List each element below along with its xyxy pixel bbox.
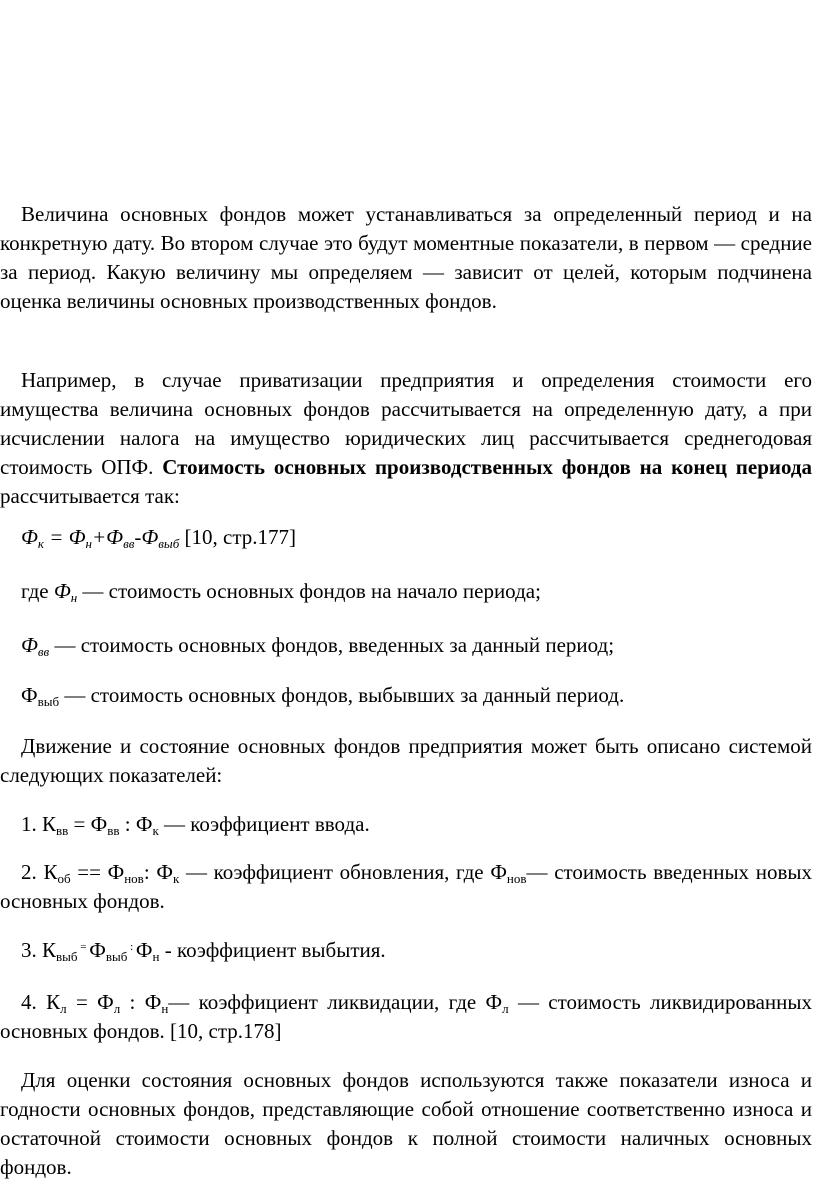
- i1-f2: Ф: [135, 812, 153, 836]
- indicator-3: [21, 936, 386, 965]
- sub-vv: вв: [123, 536, 135, 551]
- i1-sub1: вв: [56, 823, 69, 838]
- i3-num: 3.: [21, 938, 42, 962]
- i4-colon: :: [120, 990, 145, 1014]
- definition-introduced: [21, 631, 614, 660]
- i4-sub3: н: [161, 1001, 169, 1016]
- i1-num: 1.: [21, 812, 42, 836]
- i2-f1: Ф: [107, 860, 125, 884]
- paragraph-wear: Для оценки состояния основных фондов используются также показатели износа и годности основных фондов, представляющие собой отношение соответственно износа и остаточной стоимости основных фондов к полной стоимости наличных основных фондов.: [0, 1068, 812, 1179]
- formula-f4: Ф: [141, 525, 159, 549]
- i2-text: — коэффициент обновления, где: [179, 860, 491, 884]
- i3-sub2: выб: [105, 949, 128, 964]
- paragraph-privatization: [0, 366, 812, 511]
- formula-reference: [10, стр.177]: [179, 525, 296, 549]
- i2-k: К: [43, 860, 58, 884]
- formula-plus: +: [92, 525, 107, 549]
- i4-sub2: л: [113, 1001, 121, 1016]
- i3-text: - коэффициент выбытия.: [159, 938, 386, 962]
- i4-text2: — стоимость ликвидированных основных фондов. [10, стр.178]: [0, 990, 813, 1043]
- formula-f2: Ф: [68, 525, 86, 549]
- i3-colon: :: [127, 941, 136, 953]
- i4-f3: Ф: [485, 990, 503, 1014]
- def2-f: Ф: [21, 633, 38, 657]
- i2-f3: Ф: [490, 860, 507, 884]
- formula-f3: Ф: [106, 525, 124, 549]
- i4-text: — коэффициент ликвидации, где: [168, 990, 486, 1014]
- i2-eq: ==: [70, 860, 108, 884]
- def1-text: — стоимость основных фондов на начало периода;: [77, 579, 541, 603]
- formula-line: [21, 523, 296, 552]
- i4-k: К: [46, 990, 61, 1014]
- i1-sub2: вв: [107, 823, 120, 838]
- def2-text: — стоимость основных фондов, введенных за данный период;: [49, 633, 615, 657]
- definition-initial: [21, 577, 541, 606]
- i2-sub1: об: [57, 871, 71, 886]
- indicator-1: [21, 810, 370, 839]
- formula-minus: -: [134, 525, 142, 549]
- sub-vyb: выб: [158, 536, 180, 551]
- i4-sub1: л: [60, 1001, 67, 1016]
- paragraph-movement: Движение и состояние основных фондов предприятия может быть описано системой следующих показателей:: [0, 734, 812, 787]
- i3-sub1: выб: [56, 949, 78, 964]
- where-word: где: [21, 579, 54, 603]
- formula-eq: =: [43, 525, 69, 549]
- i3-f1: Ф: [89, 938, 106, 962]
- i2-num: 2.: [21, 860, 44, 884]
- i3-eq: =: [77, 941, 90, 953]
- i4-sub4: л: [502, 1001, 509, 1016]
- i3-f2: Ф: [135, 938, 153, 962]
- i2-text2: — стоимость введенных новых основных фондов.: [0, 860, 813, 913]
- i2-colon: :: [143, 860, 157, 884]
- paragraph-intro: Величина основных фондов может устанавливаться за определенный период и на конкретную дату. Во втором случае это будут моментные показатели, в первом — средние за период. Какую величину мы определяем — зависит от целей, которым подчинена оценка величины основных производственных фондов.: [0, 202, 812, 313]
- i1-text: — коэффициент ввода.: [158, 812, 370, 836]
- def1-sub: н: [70, 590, 78, 605]
- i3-sub3: н: [152, 949, 160, 964]
- sub-n: н: [85, 536, 92, 551]
- paragraph-privatization-text: Например, в случае приватизации предприятия и определения стоимости его имущества величина основных фондов рассчитывается на определенную дату, а при исчислении налога на имущество юридических лиц рассчитывается среднегодовая стоимость ОПФ.: [0, 368, 812, 479]
- i1-eq: =: [68, 812, 91, 836]
- def3-text: — стоимость основных фондов, выбывших за данный период.: [59, 683, 625, 707]
- i2-sub4: нов: [506, 871, 527, 886]
- indicator-2: [0, 858, 812, 916]
- bold-term: Стоимость основных производственных фондов на конец периода: [162, 455, 812, 479]
- i2-sub3: к: [172, 871, 180, 886]
- i3-k: К: [42, 938, 57, 962]
- i1-sub3: к: [152, 823, 159, 838]
- i1-div: :: [119, 812, 136, 836]
- i1-f1: Ф: [90, 812, 108, 836]
- sub-k: к: [37, 536, 44, 551]
- i4-f1: Ф: [97, 990, 114, 1014]
- def3-sub: выб: [37, 694, 60, 709]
- i2-f2: Ф: [156, 860, 173, 884]
- formula-f1: Ф: [21, 525, 38, 549]
- indicator-4: [0, 988, 812, 1046]
- definition-retired: [21, 681, 624, 710]
- def2-sub: вв: [37, 644, 50, 659]
- i1-k: К: [42, 812, 57, 836]
- i4-eq: =: [66, 990, 98, 1014]
- paragraph-privatization-end: рассчитывается так:: [0, 484, 180, 508]
- def3-f: Ф: [21, 683, 38, 707]
- def1-f: Ф: [53, 579, 71, 603]
- i4-num: 4.: [21, 990, 47, 1014]
- i4-f2: Ф: [144, 990, 162, 1014]
- i2-sub2: нов: [124, 871, 144, 886]
